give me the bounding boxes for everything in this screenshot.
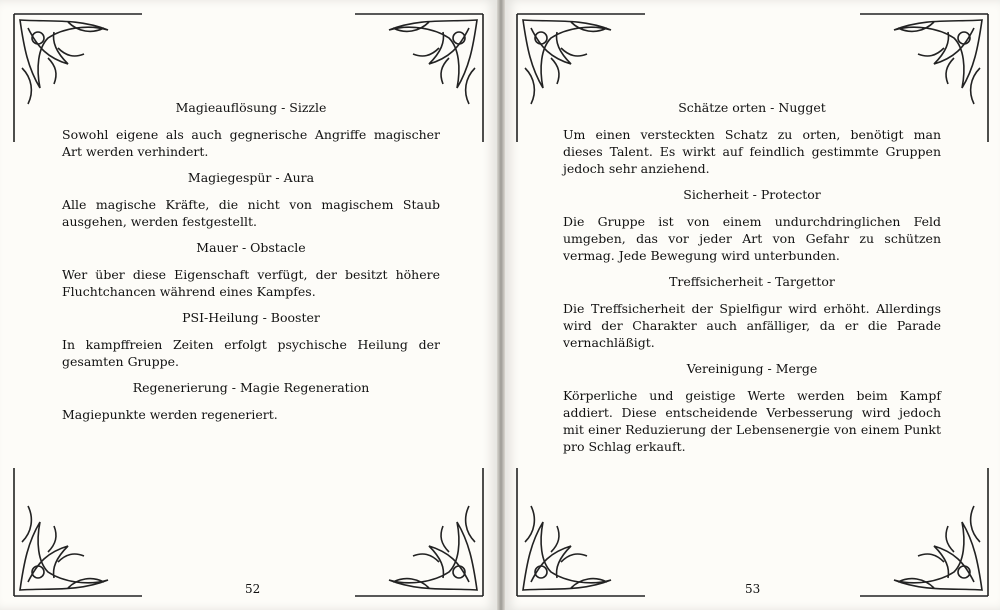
section-text: Um einen versteckten Schatz zu orten, benötigt man dieses Talent. Es wirkt auf feindlich gestimmte Gruppen jedoch sehr anziehend. bbox=[563, 127, 941, 176]
section-heading: Magiegespür - Aura bbox=[187, 170, 315, 185]
section-text: Sowohl eigene als auch gegnerische Angriffe magischer Art werden verhindert. bbox=[62, 127, 440, 159]
section bbox=[563, 100, 941, 177]
section-heading: Magieauflösung - Sizzle bbox=[175, 100, 327, 115]
section-heading: Sicherheit - Protector bbox=[683, 187, 821, 202]
section bbox=[62, 380, 440, 423]
right-page-content bbox=[563, 100, 941, 465]
section-text: Die Treffsicherheit der Spielfigur wird erhöht. Allerdings wird der Charakter auch anfälliger, da er die Parade vernachläßigt. bbox=[563, 301, 941, 350]
section-text: Wer über diese Eigenschaft verfügt, der besitzt höhere Fluchtchancen während eines Kampfes. bbox=[62, 267, 440, 299]
section bbox=[62, 310, 440, 370]
section-text: Magiepunkte werden regeneriert. bbox=[62, 407, 278, 422]
section-heading: Schätze orten - Nugget bbox=[678, 100, 826, 115]
section bbox=[563, 187, 941, 264]
ornament-corner-bottom-left-icon bbox=[8, 462, 148, 602]
section-heading: Treffsicherheit - Targettor bbox=[669, 274, 835, 289]
ornament-corner-bottom-left-icon bbox=[511, 462, 651, 602]
section-heading: Vereinigung - Merge bbox=[686, 361, 818, 376]
section bbox=[62, 100, 440, 160]
section-text: Körperliche und geistige Werte werden beim Kampf addiert. Diese entscheidende Verbesserung wird jedoch mit einer Reduzierung der Lebensenergie von einem Punkt pro Schlag erkauft. bbox=[563, 388, 941, 454]
section-heading: Regenerierung - Magie Regeneration bbox=[132, 380, 370, 395]
section bbox=[563, 361, 941, 455]
section bbox=[62, 240, 440, 300]
section-text: In kampffreien Zeiten erfolgt psychische Heilung der gesamten Gruppe. bbox=[62, 337, 440, 369]
page-number: 53 bbox=[745, 582, 761, 596]
section-text: Alle magische Kräfte, die nicht von magischem Staub ausgehen, werden festgestellt. bbox=[62, 197, 440, 229]
ornament-corner-bottom-right-icon bbox=[349, 462, 489, 602]
left-page bbox=[0, 0, 497, 610]
section-text: Die Gruppe ist von einem undurchdringlichen Feld umgeben, das vor jeder Art von Gefahr zu schützen vermag. Jede Bewegung wird unterbunden. bbox=[563, 214, 941, 263]
page-number: 52 bbox=[245, 582, 261, 596]
left-page-content bbox=[62, 100, 440, 433]
ornament-corner-bottom-right-icon bbox=[854, 462, 994, 602]
book-gutter bbox=[497, 0, 505, 610]
section-heading: PSI-Heilung - Booster bbox=[182, 310, 320, 325]
right-page bbox=[505, 0, 1000, 610]
section bbox=[563, 274, 941, 351]
section-heading: Mauer - Obstacle bbox=[196, 240, 306, 255]
section bbox=[62, 170, 440, 230]
